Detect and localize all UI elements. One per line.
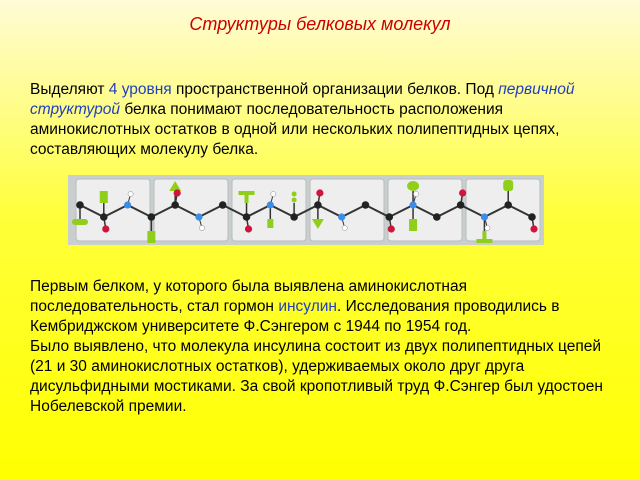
hydrogen-atom	[413, 191, 418, 196]
carbon-atom	[314, 201, 322, 209]
side-chain-rect	[147, 231, 155, 243]
side-chain-rect	[100, 191, 108, 203]
slide-title: Структуры белковых молекул	[189, 14, 451, 34]
text-segment: Было выявлено, что молекула инсулина состоит из двух полипептидных цепей (21 и 30 аминокислотных остатков), удерживаемых около друг друга дисульфидными мостиками. За свой кропотливый труд Ф.Сэнгер был удостоен Нобелевской премии.	[30, 338, 603, 415]
side-chain-rect	[267, 219, 273, 228]
oxygen-atom	[459, 189, 466, 196]
paragraph-primary-structure	[30, 80, 615, 160]
nitrogen-atom	[409, 201, 416, 208]
side-chain-t-bar	[239, 191, 255, 195]
side-chain-t-bar	[476, 239, 492, 243]
side-chain-oval	[407, 181, 419, 191]
text-segment: Первым белком, у которого была выявлена аминокислотная последовательность, стал гормон	[30, 278, 467, 315]
side-chain-dot	[292, 192, 297, 197]
carbon-atom	[528, 213, 536, 221]
text-segment: Выделяют	[30, 81, 109, 98]
text-segment: белка понимают последовательность расположения аминокислотных остатков в одной или нескольких полипептидных цепях, составляющих молекулу белка.	[30, 101, 560, 158]
side-chain-dot	[292, 198, 297, 203]
carbon-atom	[171, 201, 179, 209]
oxygen-atom	[245, 225, 252, 232]
highlight-levels: 4 уровня	[108, 81, 172, 98]
hydrogen-atom	[342, 225, 347, 230]
side-chain-pill	[72, 219, 88, 225]
side-chain-rect	[409, 219, 417, 231]
hydrogen-atom	[199, 225, 204, 230]
text-segment: пространственной организации белков. Под	[171, 81, 499, 98]
oxygen-atom	[102, 225, 109, 232]
carbon-atom	[76, 201, 84, 209]
nitrogen-atom	[481, 213, 488, 220]
oxygen-atom	[174, 189, 181, 196]
hydrogen-atom	[485, 225, 490, 230]
oxygen-atom	[388, 225, 395, 232]
oxygen-atom	[530, 225, 537, 232]
carbon-atom	[148, 213, 156, 221]
nitrogen-atom	[195, 213, 202, 220]
side-chain-t-stem	[245, 195, 249, 203]
side-chain-t-stem	[482, 231, 486, 239]
oxygen-atom	[316, 189, 323, 196]
nitrogen-atom	[124, 201, 131, 208]
carbon-atom	[504, 201, 512, 209]
carbon-atom	[243, 213, 251, 221]
side-chain-blob	[503, 180, 513, 191]
highlight-primary-structure: первичной структурой	[30, 81, 575, 118]
nitrogen-atom	[267, 201, 274, 208]
paragraph-insulin	[30, 277, 615, 417]
carbon-atom	[457, 201, 465, 209]
residue-card	[466, 179, 540, 241]
carbon-atom	[290, 213, 298, 221]
highlight-insulin: инсулин	[278, 298, 337, 315]
carbon-atom	[385, 213, 393, 221]
carbon-atom	[100, 213, 108, 221]
text-segment: . Исследования проводились в Кембриджском университете Ф.Сэнгером с 1944 по 1954 год.	[30, 298, 560, 335]
hydrogen-atom	[128, 191, 133, 196]
carbon-atom	[433, 213, 441, 221]
residue-card	[232, 179, 306, 241]
carbon-atom	[362, 201, 370, 209]
nitrogen-atom	[338, 213, 345, 220]
peptide-chain-svg	[68, 175, 544, 245]
carbon-atom	[219, 201, 227, 209]
residue-card	[310, 179, 384, 241]
hydrogen-atom	[271, 191, 276, 196]
peptide-chain-illustration	[68, 175, 544, 245]
